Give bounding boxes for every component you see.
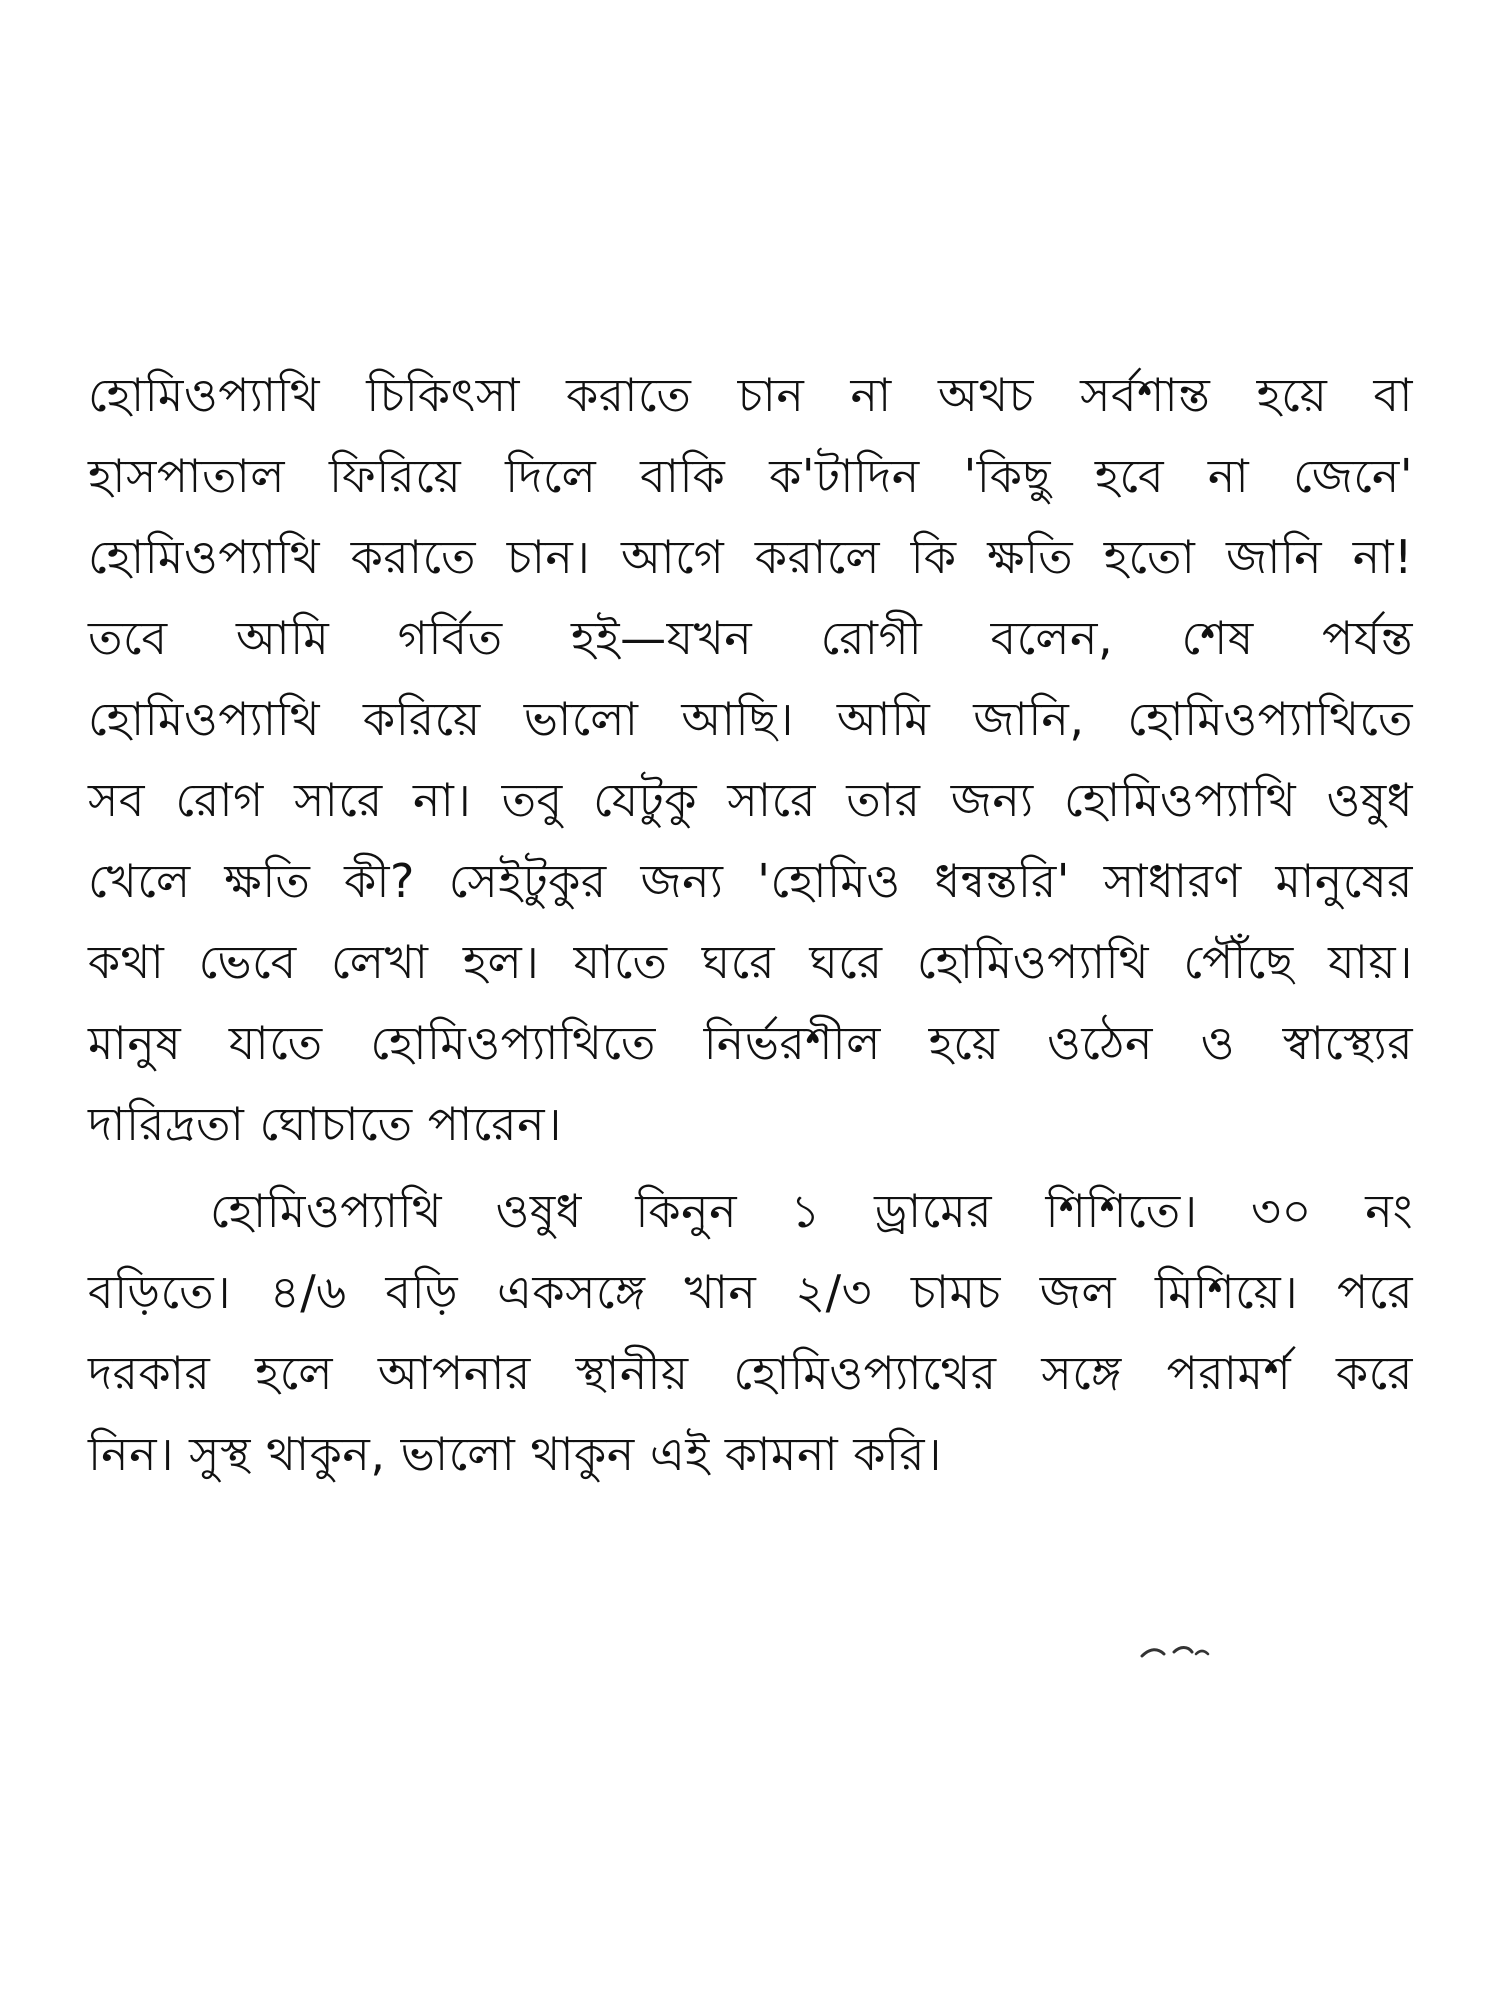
paragraph-2-line: হোমিওপ্যাথি ওষুধ কিনুন ১ ড্রামের শিশিতে। ৩০ নং bbox=[210, 1184, 1413, 1238]
paragraph-1-line: হাসপাতাল ফিরিয়ে দিলে বাকি ক'টাদিন 'কিছু হবে না জেনে' bbox=[88, 449, 1413, 503]
body-text bbox=[88, 355, 1413, 1495]
paragraph-1-line: হোমিওপ্যাথি করাতে চান। আগে করালে কি ক্ষতি হতো জানি না! bbox=[88, 530, 1413, 584]
paragraph-2-line: দরকার হলে আপনার স্থানীয় হোমিওপ্যাথের সঙ্গে পরামর্শ করে bbox=[88, 1346, 1413, 1400]
paragraph-2-line: নিন। সুস্থ থাকুন, ভালো থাকুন এই কামনা করি। bbox=[88, 1427, 942, 1481]
paragraph-1-line: মানুষ যাতে হোমিওপ্যাথিতে নির্ভরশীল হয়ে ওঠেন ও স্বাস্থ্যের bbox=[88, 1016, 1413, 1070]
paragraph-1-line: হোমিওপ্যাথি চিকিৎসা করাতে চান না অথচ সর্বশান্ত হয়ে বা bbox=[88, 368, 1413, 422]
paragraph-1-line: হোমিওপ্যাথি করিয়ে ভালো আছি। আমি জানি, হোমিওপ্যাথিতে bbox=[88, 692, 1413, 746]
paragraph-1-line: সব রোগ সারে না। তবু যেটুকু সারে তার জন্য হোমিওপ্যাথি ওষুধ bbox=[88, 773, 1413, 827]
signature-mark bbox=[1140, 1640, 1210, 1664]
paragraph-1-line: দারিদ্রতা ঘোচাতে পারেন। bbox=[88, 1097, 562, 1151]
paragraph-1-line: কথা ভেবে লেখা হল। যাতে ঘরে ঘরে হোমিওপ্যাথি পৌঁছে যায়। bbox=[88, 935, 1413, 989]
paragraph-2-line: বড়িতে। ৪/৬ বড়ি একসঙ্গে খান ২/৩ চামচ জল মিশিয়ে। পরে bbox=[88, 1265, 1413, 1319]
paragraph-1-line: খেলে ক্ষতি কী? সেইটুকুর জন্য 'হোমিও ধন্বন্তরি' সাধারণ মানুষের bbox=[88, 854, 1413, 908]
paragraph-1-line: তবে আমি গর্বিত হই—যখন রোগী বলেন, শেষ পর্যন্ত bbox=[88, 611, 1413, 665]
